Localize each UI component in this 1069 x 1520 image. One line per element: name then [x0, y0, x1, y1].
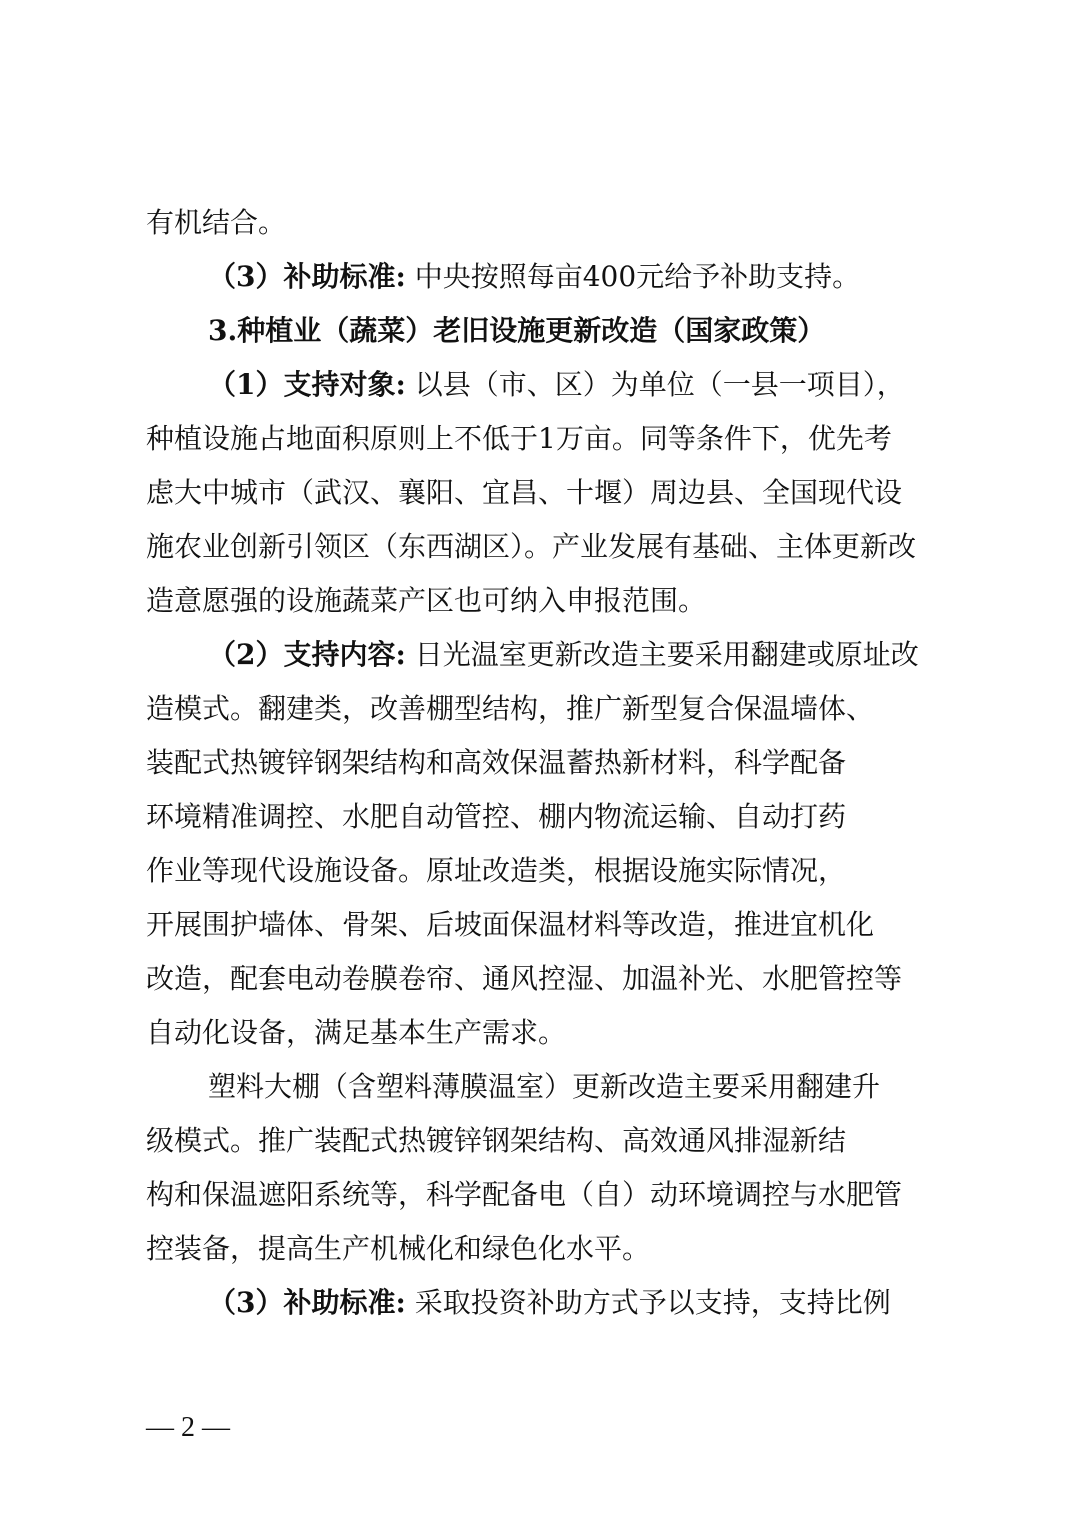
section-label: （3）补助标准: — [208, 1286, 406, 1319]
section-label: （2）支持内容: — [208, 638, 406, 671]
subsidy-standard-line: （3）补助标准: 中央按照每亩400元给予补助支持。 — [208, 260, 861, 293]
paragraph-line: 虑大中城市（武汉、襄阳、宜昌、十堰）周边县、全国现代设 — [146, 476, 903, 509]
paragraph-line: 构和保温遮阳系统等，科学配备电（自）动环境调控与水肥管 — [146, 1178, 903, 1211]
paragraph-line: 施农业创新引领区（东西湖区）。产业发展有基础、主体更新改 — [146, 530, 917, 563]
paragraph-line: 开展围护墙体、骨架、后坡面保温材料等改造，推进宜机化 — [146, 908, 875, 941]
section-heading: 3.种植业（蔬菜）老旧设施更新改造（国家政策） — [208, 314, 826, 347]
paragraph-line: 控装备，提高生产机械化和绿色化水平。 — [146, 1232, 651, 1265]
support-content-line: （2）支持内容: 日光温室更新改造主要采用翻建或原址改 — [208, 638, 919, 671]
paragraph-line: 装配式热镀锌钢架结构和高效保温蓄热新材料，科学配备 — [146, 746, 847, 779]
paragraph-line: 造意愿强的设施蔬菜产区也可纳入申报范围。 — [146, 584, 707, 617]
page-number: — 2 — — [146, 1412, 230, 1443]
paragraph-line: 环境精准调控、水肥自动管控、棚内物流运输、自动打药 — [146, 800, 847, 833]
paragraph-line: 造模式。翻建类，改善棚型结构，推广新型复合保温墙体、 — [146, 692, 875, 725]
support-target-line: （1）支持对象: 以县（市、区）为单位（一县一项目）， — [208, 368, 905, 401]
section-label: （3）补助标准: — [208, 260, 406, 293]
paragraph-line: 作业等现代设施设备。原址改造类，根据设施实际情况， — [146, 854, 847, 887]
paragraph-line: 级模式。推广装配式热镀锌钢架结构、高效通风排湿新结 — [146, 1124, 847, 1157]
section-label: （1）支持对象: — [208, 368, 406, 401]
subsidy-standard-line: （3）补助标准: 采取投资补助方式予以支持，支持比例 — [208, 1286, 891, 1319]
body-text — [146, 196, 938, 1330]
paragraph-line: 塑料大棚（含塑料薄膜温室）更新改造主要采用翻建升 — [208, 1070, 881, 1103]
paragraph-line: 种植设施占地面积原则上不低于1万亩。同等条件下，优先考 — [146, 422, 892, 455]
paragraph-line: 自动化设备，满足基本生产需求。 — [146, 1016, 567, 1049]
paragraph-line: 改造，配套电动卷膜卷帘、通风控湿、加温补光、水肥管控等 — [146, 962, 903, 995]
paragraph-line: 有机结合。 — [146, 206, 287, 239]
